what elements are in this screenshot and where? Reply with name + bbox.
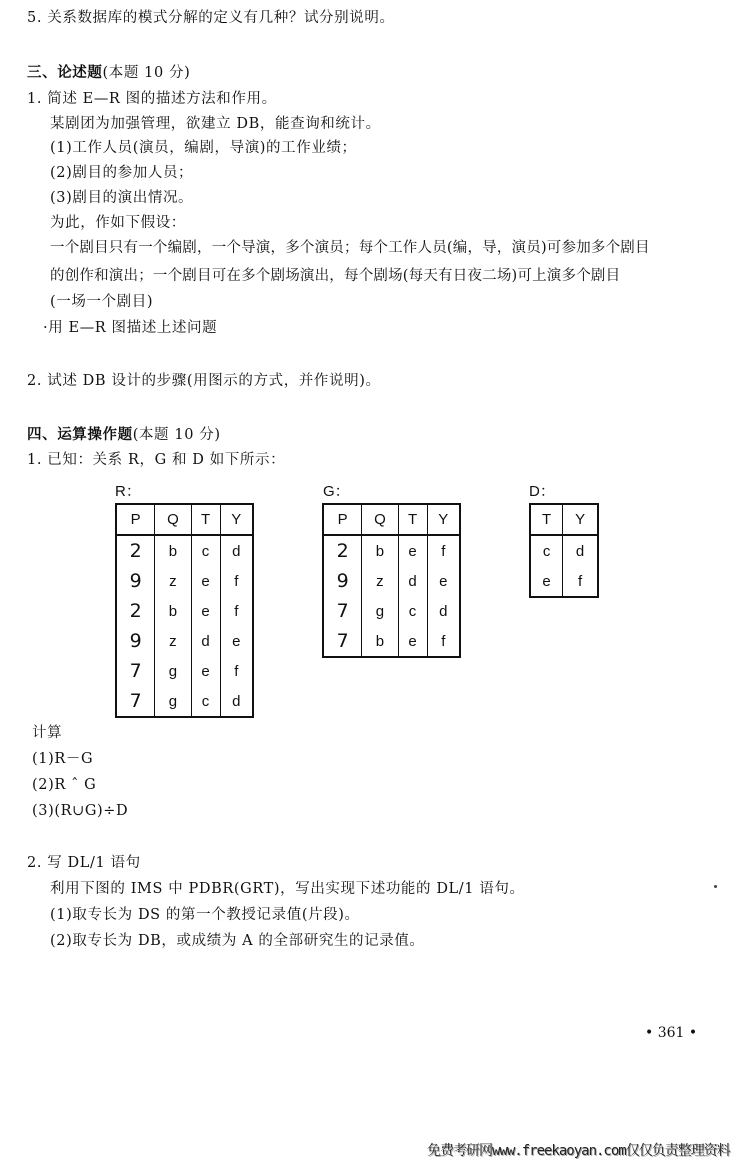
relation-d-label: D： [529, 483, 555, 500]
s3-q1-line: (1)工作人员(演员，编剧，导演)的工作业绩； [50, 140, 357, 156]
table-cell: e [191, 566, 220, 596]
section-3-title: 三、论述题 [27, 64, 103, 81]
column-header: Q [155, 504, 191, 535]
table-cell: g [155, 686, 191, 717]
column-header: T [398, 504, 427, 535]
table-cell: z [155, 566, 191, 596]
table-cell: b [155, 535, 191, 566]
table-row [530, 535, 598, 566]
compute-item: (2)R ˆ G [32, 777, 97, 793]
table-cell: e [398, 535, 427, 566]
table-row [116, 626, 253, 656]
s3-question-2: 2. 试述 DB 设计的步骤(用图示的方式，并作说明)。 [27, 373, 381, 389]
table-cell: 2 [116, 535, 155, 566]
table-cell: b [362, 535, 398, 566]
relation-g-table [322, 503, 461, 658]
table-row [116, 596, 253, 626]
relation-r-table [115, 503, 254, 718]
column-header: T [530, 504, 563, 535]
table-cell: b [155, 596, 191, 626]
table-cell: f [427, 626, 460, 657]
column-header: Y [220, 504, 253, 535]
s3-question-1-title: 1. 简述 E—R 图的描述方法和作用。 [27, 91, 277, 107]
table-cell: 7 [323, 596, 362, 626]
table-cell: f [563, 566, 598, 597]
compute-label: 计算 [32, 725, 63, 741]
s4-question-1-title: 1. 已知：关系 R，G 和 D 如下所示： [27, 452, 286, 468]
table-cell: c [530, 535, 563, 566]
table-cell: b [362, 626, 398, 657]
table-cell: d [220, 535, 253, 566]
table-cell: c [398, 596, 427, 626]
table-cell: 7 [323, 626, 362, 657]
section-3-score: (本题 10 分) [102, 65, 191, 81]
table-cell: z [155, 626, 191, 656]
table-cell: e [398, 626, 427, 657]
s4-q2-line: (1)取专长为 DS 的第一个教授记录值(片段)。 [50, 907, 360, 923]
column-header: P [116, 504, 155, 535]
column-header: P [323, 504, 362, 535]
s4-q2-line: 利用下图的 IMS 中 PDBR(GRT)，写出实现下述功能的 DL/1 语句。 [50, 881, 525, 897]
s3-q1-line: (一场一个剧目) [50, 294, 154, 310]
table-cell: c [191, 686, 220, 717]
table-cell: 9 [323, 566, 362, 596]
s3-q1-line: ·用 E—R 图描述上述问题 [43, 320, 218, 336]
table-row [116, 686, 253, 717]
table-cell: d [398, 566, 427, 596]
question-5: 5. 关系数据库的模式分解的定义有几种？试分别说明。 [27, 10, 395, 26]
watermark-text: 免费考研网www.freekaoyan.com仅仅负责整理资料 [427, 1143, 730, 1159]
table-cell: e [530, 566, 563, 597]
table-cell: e [427, 566, 460, 596]
table-cell: z [362, 566, 398, 596]
compute-item: (3)(R∪G)÷D [32, 803, 129, 819]
table-cell: f [220, 596, 253, 626]
table-row [530, 566, 598, 597]
s4-q2-line: (2)取专长为 DB，或成绩为 A 的全部研究生的记录值。 [50, 933, 425, 949]
column-header: Q [362, 504, 398, 535]
table-cell: 7 [116, 656, 155, 686]
table-cell: 2 [323, 535, 362, 566]
table-cell: e [191, 596, 220, 626]
table-cell: d [563, 535, 598, 566]
table-cell: 9 [116, 566, 155, 596]
table-row [323, 535, 460, 566]
table-cell: 2 [116, 596, 155, 626]
s3-q1-line: (2)剧目的参加人员； [50, 165, 194, 181]
section-3-heading [27, 63, 190, 83]
section-4-title: 四、运算操作题 [27, 426, 133, 443]
s4-question-2-title: 2. 写 DL/1 语句 [27, 855, 141, 871]
table-cell: e [220, 626, 253, 656]
table-header-row [323, 504, 460, 535]
column-header: Y [427, 504, 460, 535]
table-row [116, 535, 253, 566]
table-header-row [116, 504, 253, 535]
scan-speck [714, 885, 717, 888]
table-cell: g [155, 656, 191, 686]
s3-q1-line: 的创作和演出；一个剧目可在多个剧场演出，每个剧场(每天有日夜二场)可上演多个剧目 [50, 268, 621, 284]
s3-q1-line: 某剧团为加强管理，欲建立 DB，能查询和统计。 [50, 116, 381, 132]
table-cell: f [220, 656, 253, 686]
table-cell: 7 [116, 686, 155, 717]
table-row [116, 566, 253, 596]
table-row [323, 596, 460, 626]
relation-r-label: R： [115, 483, 141, 500]
table-header-row [530, 504, 598, 535]
table-cell: d [220, 686, 253, 717]
table-row [323, 626, 460, 657]
relation-g-label: G： [323, 483, 350, 500]
table-row [323, 566, 460, 596]
page-number: • 361 • [645, 1025, 698, 1041]
column-header: T [191, 504, 220, 535]
table-cell: d [427, 596, 460, 626]
table-cell: e [191, 656, 220, 686]
table-cell: d [191, 626, 220, 656]
table-row [116, 656, 253, 686]
column-header: Y [563, 504, 598, 535]
table-cell: g [362, 596, 398, 626]
section-4-score: (本题 10 分) [132, 427, 221, 443]
compute-item: (1)R－G [32, 751, 94, 767]
table-cell: f [427, 535, 460, 566]
s3-q1-line: 一个剧目只有一个编剧，一个导演，多个演员；每个工作人员(编，导，演员)可参加多个剧目 [50, 240, 650, 256]
table-cell: 9 [116, 626, 155, 656]
section-4-heading [27, 425, 221, 445]
table-cell: f [220, 566, 253, 596]
relation-d-table [529, 503, 599, 598]
table-cell: c [191, 535, 220, 566]
s3-q1-line: 为此，作如下假设： [50, 215, 186, 231]
s3-q1-line: (3)剧目的演出情况。 [50, 190, 194, 206]
